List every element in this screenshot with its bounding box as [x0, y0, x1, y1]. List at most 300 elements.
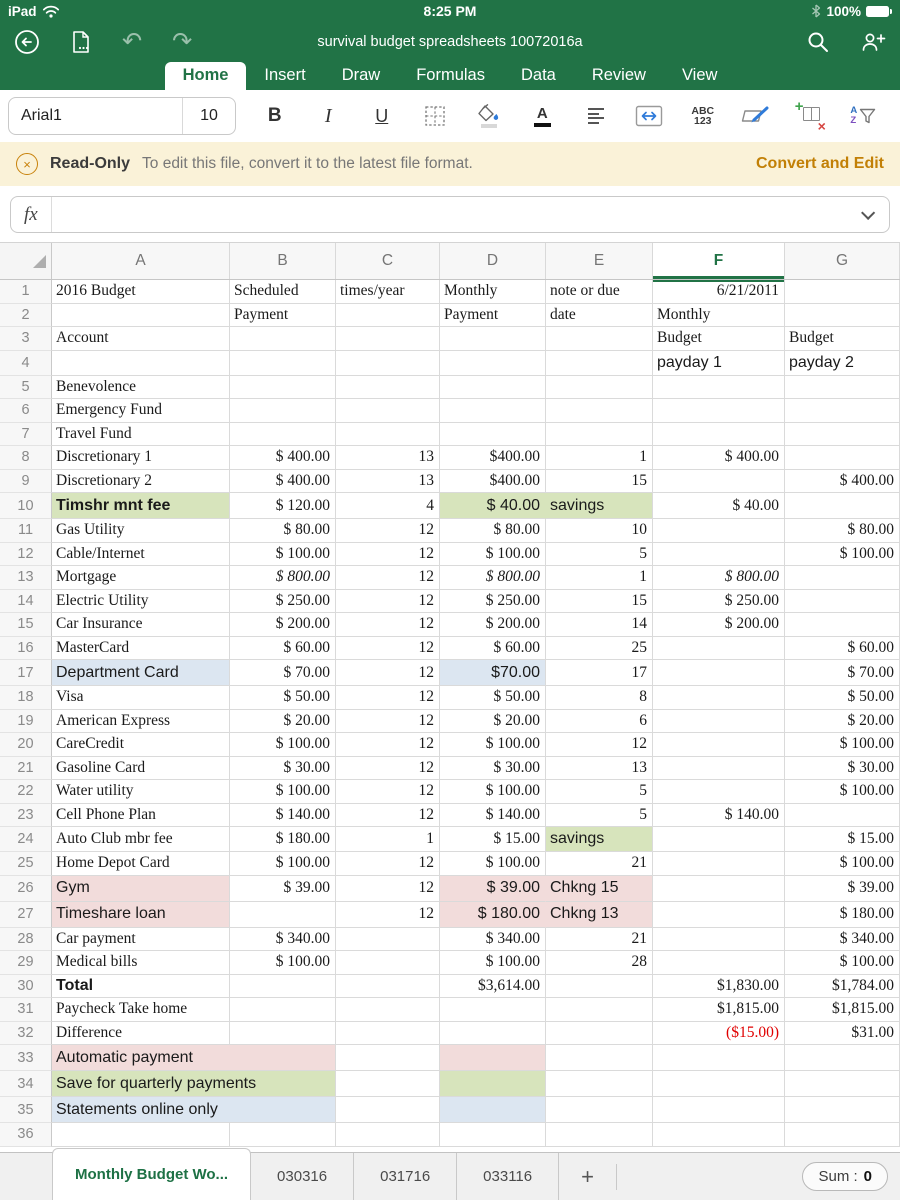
- cell-E33[interactable]: [546, 1045, 653, 1071]
- borders-button[interactable]: [409, 94, 463, 138]
- cell-E13[interactable]: 1: [546, 566, 653, 590]
- font-name-field[interactable]: Arial1: [9, 98, 183, 134]
- cell-D6[interactable]: [440, 399, 546, 423]
- cell-B24[interactable]: $ 180.00: [230, 827, 336, 852]
- cell-D12[interactable]: $ 100.00: [440, 543, 546, 567]
- cell-F7[interactable]: [653, 423, 785, 447]
- italic-button[interactable]: I: [324, 104, 332, 127]
- cell-C33[interactable]: [336, 1045, 440, 1071]
- cell-G15[interactable]: [785, 613, 900, 637]
- cell-F13[interactable]: $ 800.00: [653, 566, 785, 590]
- cell-A24[interactable]: Auto Club mbr fee: [52, 827, 230, 852]
- cell-E19[interactable]: 6: [546, 710, 653, 734]
- cell-B32[interactable]: [230, 1022, 336, 1046]
- cell-C25[interactable]: 12: [336, 852, 440, 876]
- col-header-F[interactable]: F: [653, 243, 785, 279]
- cell-F29[interactable]: [653, 951, 785, 975]
- cell-D19[interactable]: $ 20.00: [440, 710, 546, 734]
- cell-F3[interactable]: Budget: [653, 327, 785, 351]
- cell-E26[interactable]: Chkng 15: [546, 876, 653, 902]
- number-format-button[interactable]: ABC 123: [691, 104, 715, 127]
- cell-B14[interactable]: $ 250.00: [230, 590, 336, 614]
- cell-A1[interactable]: 2016 Budget: [52, 280, 230, 304]
- cell-E36[interactable]: [546, 1123, 653, 1147]
- cell-B20[interactable]: $ 100.00: [230, 733, 336, 757]
- cell-B29[interactable]: $ 100.00: [230, 951, 336, 975]
- cell-A10[interactable]: Timshr mnt fee: [52, 493, 230, 519]
- row-header-14[interactable]: 14: [0, 590, 52, 614]
- insert-delete-cells-button[interactable]: + ×: [794, 98, 826, 134]
- cell-C18[interactable]: 12: [336, 686, 440, 710]
- cell-G7[interactable]: [785, 423, 900, 447]
- cell-F2[interactable]: Monthly: [653, 304, 785, 328]
- fill-color-button[interactable]: [462, 94, 516, 138]
- row-header-33[interactable]: 33: [0, 1045, 52, 1071]
- cell-C34[interactable]: [336, 1071, 440, 1097]
- cell-D13[interactable]: $ 800.00: [440, 566, 546, 590]
- cell-D18[interactable]: $ 50.00: [440, 686, 546, 710]
- tab-home[interactable]: Home: [165, 62, 247, 90]
- cell-D27[interactable]: $ 180.00: [440, 902, 546, 928]
- cell-F15[interactable]: $ 200.00: [653, 613, 785, 637]
- cell-F25[interactable]: [653, 852, 785, 876]
- cell-A22[interactable]: Water utility: [52, 780, 230, 804]
- row-header-25[interactable]: 25: [0, 852, 52, 876]
- cell-G28[interactable]: $ 340.00: [785, 928, 900, 952]
- cell-A16[interactable]: MasterCard: [52, 637, 230, 661]
- cell-E9[interactable]: 15: [546, 470, 653, 494]
- cell-B17[interactable]: $ 70.00: [230, 660, 336, 686]
- cell-D20[interactable]: $ 100.00: [440, 733, 546, 757]
- cell-F28[interactable]: [653, 928, 785, 952]
- cell-C17[interactable]: 12: [336, 660, 440, 686]
- cell-B22[interactable]: $ 100.00: [230, 780, 336, 804]
- cell-E4[interactable]: [546, 351, 653, 376]
- cell-C27[interactable]: 12: [336, 902, 440, 928]
- cell-E22[interactable]: 5: [546, 780, 653, 804]
- tab-draw[interactable]: Draw: [341, 65, 381, 84]
- cell-A9[interactable]: Discretionary 2: [52, 470, 230, 494]
- cell-A28[interactable]: Car payment: [52, 928, 230, 952]
- cell-F26[interactable]: [653, 876, 785, 902]
- cell-C26[interactable]: 12: [336, 876, 440, 902]
- cell-E18[interactable]: 8: [546, 686, 653, 710]
- cell-D25[interactable]: $ 100.00: [440, 852, 546, 876]
- sheet-tab-031716[interactable]: 031716: [354, 1153, 457, 1200]
- cell-G14[interactable]: [785, 590, 900, 614]
- cell-E27[interactable]: Chkng 13: [546, 902, 653, 928]
- underline-button[interactable]: U: [375, 105, 389, 126]
- cell-F36[interactable]: [653, 1123, 785, 1147]
- cell-G29[interactable]: $ 100.00: [785, 951, 900, 975]
- cell-G18[interactable]: $ 50.00: [785, 686, 900, 710]
- cell-G21[interactable]: $ 30.00: [785, 757, 900, 781]
- cell-F21[interactable]: [653, 757, 785, 781]
- row-header-23[interactable]: 23: [0, 804, 52, 828]
- cell-E34[interactable]: [546, 1071, 653, 1097]
- sum-indicator[interactable]: [802, 1162, 888, 1191]
- cell-C3[interactable]: [336, 327, 440, 351]
- cell-E14[interactable]: 15: [546, 590, 653, 614]
- cell-F27[interactable]: [653, 902, 785, 928]
- cell-A6[interactable]: Emergency Fund: [52, 399, 230, 423]
- cell-D33[interactable]: [440, 1045, 546, 1071]
- cell-F17[interactable]: [653, 660, 785, 686]
- cell-E11[interactable]: 10: [546, 519, 653, 543]
- row-header-1[interactable]: 1: [0, 280, 52, 304]
- cell-C20[interactable]: 12: [336, 733, 440, 757]
- cell-G6[interactable]: [785, 399, 900, 423]
- cell-B18[interactable]: $ 50.00: [230, 686, 336, 710]
- cell-D10[interactable]: $ 40.00: [440, 493, 546, 519]
- row-header-20[interactable]: 20: [0, 733, 52, 757]
- cell-E30[interactable]: [546, 975, 653, 999]
- cell-E21[interactable]: 13: [546, 757, 653, 781]
- cell-A26[interactable]: Gym: [52, 876, 230, 902]
- cell-A15[interactable]: Car Insurance: [52, 613, 230, 637]
- sort-filter-button[interactable]: A Z: [837, 94, 891, 138]
- cell-C11[interactable]: 12: [336, 519, 440, 543]
- cell-A27[interactable]: Timeshare loan: [52, 902, 230, 928]
- cell-D24[interactable]: $ 15.00: [440, 827, 546, 852]
- cell-C4[interactable]: [336, 351, 440, 376]
- cell-F16[interactable]: [653, 637, 785, 661]
- cell-B9[interactable]: $ 400.00: [230, 470, 336, 494]
- col-header-E[interactable]: E: [546, 243, 653, 279]
- tab-data[interactable]: Data: [520, 65, 556, 84]
- row-header-13[interactable]: 13: [0, 566, 52, 590]
- cell-A35[interactable]: Statements online only: [52, 1097, 336, 1123]
- cell-C23[interactable]: 12: [336, 804, 440, 828]
- cell-F14[interactable]: $ 250.00: [653, 590, 785, 614]
- cell-E24[interactable]: savings: [546, 827, 653, 852]
- cell-C6[interactable]: [336, 399, 440, 423]
- cell-B23[interactable]: $ 140.00: [230, 804, 336, 828]
- sheet-tab-monthly-budget-wo[interactable]: Monthly Budget Wo...: [52, 1148, 251, 1200]
- row-header-7[interactable]: 7: [0, 423, 52, 447]
- row-header-2[interactable]: 2: [0, 304, 52, 328]
- cell-C9[interactable]: 13: [336, 470, 440, 494]
- cell-B21[interactable]: $ 30.00: [230, 757, 336, 781]
- cell-A17[interactable]: Department Card: [52, 660, 230, 686]
- cell-A2[interactable]: [52, 304, 230, 328]
- cell-A34[interactable]: Save for quarterly payments: [52, 1071, 336, 1097]
- cell-D8[interactable]: $400.00: [440, 446, 546, 470]
- row-header-29[interactable]: 29: [0, 951, 52, 975]
- cell-A32[interactable]: Difference: [52, 1022, 230, 1046]
- cell-B11[interactable]: $ 80.00: [230, 519, 336, 543]
- cell-A19[interactable]: American Express: [52, 710, 230, 734]
- cell-F19[interactable]: [653, 710, 785, 734]
- cell-D31[interactable]: [440, 998, 546, 1022]
- cell-E3[interactable]: [546, 327, 653, 351]
- cell-G22[interactable]: $ 100.00: [785, 780, 900, 804]
- cell-styles-button[interactable]: [730, 94, 784, 138]
- cell-F34[interactable]: [653, 1071, 785, 1097]
- cell-D32[interactable]: [440, 1022, 546, 1046]
- cell-G23[interactable]: [785, 804, 900, 828]
- cell-C15[interactable]: 12: [336, 613, 440, 637]
- cell-G34[interactable]: [785, 1071, 900, 1097]
- cell-G3[interactable]: Budget: [785, 327, 900, 351]
- cell-D23[interactable]: $ 140.00: [440, 804, 546, 828]
- cell-D21[interactable]: $ 30.00: [440, 757, 546, 781]
- convert-and-edit-link[interactable]: Convert and Edit: [755, 155, 884, 172]
- cell-C32[interactable]: [336, 1022, 440, 1046]
- cell-F12[interactable]: [653, 543, 785, 567]
- cell-E20[interactable]: 12: [546, 733, 653, 757]
- cell-B7[interactable]: [230, 423, 336, 447]
- cell-G31[interactable]: $1,815.00: [785, 998, 900, 1022]
- cell-C31[interactable]: [336, 998, 440, 1022]
- cell-E12[interactable]: 5: [546, 543, 653, 567]
- cell-D30[interactable]: $3,614.00: [440, 975, 546, 999]
- cell-A14[interactable]: Electric Utility: [52, 590, 230, 614]
- cell-G30[interactable]: $1,784.00: [785, 975, 900, 999]
- cell-G19[interactable]: $ 20.00: [785, 710, 900, 734]
- cell-D29[interactable]: $ 100.00: [440, 951, 546, 975]
- row-header-3[interactable]: 3: [0, 327, 52, 351]
- row-header-17[interactable]: 17: [0, 660, 52, 686]
- cell-G25[interactable]: $ 100.00: [785, 852, 900, 876]
- select-all-corner[interactable]: [0, 243, 52, 279]
- cell-G13[interactable]: [785, 566, 900, 590]
- cell-D22[interactable]: $ 100.00: [440, 780, 546, 804]
- row-header-22[interactable]: 22: [0, 780, 52, 804]
- row-header-12[interactable]: 12: [0, 543, 52, 567]
- cell-G11[interactable]: $ 80.00: [785, 519, 900, 543]
- row-header-10[interactable]: 10: [0, 493, 52, 519]
- cell-G4[interactable]: payday 2: [785, 351, 900, 376]
- alignment-button[interactable]: [569, 94, 623, 138]
- cell-E17[interactable]: 17: [546, 660, 653, 686]
- cell-C35[interactable]: [336, 1097, 440, 1123]
- cell-B10[interactable]: $ 120.00: [230, 493, 336, 519]
- cell-B26[interactable]: $ 39.00: [230, 876, 336, 902]
- cell-F33[interactable]: [653, 1045, 785, 1071]
- cell-D28[interactable]: $ 340.00: [440, 928, 546, 952]
- row-header-31[interactable]: 31: [0, 998, 52, 1022]
- cell-G9[interactable]: $ 400.00: [785, 470, 900, 494]
- cell-D26[interactable]: $ 39.00: [440, 876, 546, 902]
- col-header-D[interactable]: D: [440, 243, 546, 279]
- cell-E7[interactable]: [546, 423, 653, 447]
- cell-A5[interactable]: Benevolence: [52, 376, 230, 400]
- cell-F30[interactable]: $1,830.00: [653, 975, 785, 999]
- cell-C5[interactable]: [336, 376, 440, 400]
- cell-D1[interactable]: Monthly: [440, 280, 546, 304]
- cell-B12[interactable]: $ 100.00: [230, 543, 336, 567]
- tab-view[interactable]: View: [681, 65, 718, 84]
- cell-G17[interactable]: $ 70.00: [785, 660, 900, 686]
- cell-E16[interactable]: 25: [546, 637, 653, 661]
- cell-C24[interactable]: 1: [336, 827, 440, 852]
- row-header-4[interactable]: 4: [0, 351, 52, 376]
- row-header-36[interactable]: 36: [0, 1123, 52, 1147]
- file-menu-button[interactable]: [70, 30, 92, 54]
- cell-A29[interactable]: Medical bills: [52, 951, 230, 975]
- cell-A25[interactable]: Home Depot Card: [52, 852, 230, 876]
- cell-A18[interactable]: Visa: [52, 686, 230, 710]
- cell-E35[interactable]: [546, 1097, 653, 1123]
- add-sheet-button[interactable]: +: [559, 1164, 617, 1190]
- cell-E25[interactable]: 21: [546, 852, 653, 876]
- font-color-button[interactable]: A: [516, 94, 570, 138]
- cell-A4[interactable]: [52, 351, 230, 376]
- cell-B8[interactable]: $ 400.00: [230, 446, 336, 470]
- cell-D15[interactable]: $ 200.00: [440, 613, 546, 637]
- cell-D14[interactable]: $ 250.00: [440, 590, 546, 614]
- cell-B1[interactable]: Scheduled: [230, 280, 336, 304]
- row-header-18[interactable]: 18: [0, 686, 52, 710]
- row-header-28[interactable]: 28: [0, 928, 52, 952]
- cell-D2[interactable]: Payment: [440, 304, 546, 328]
- cell-A8[interactable]: Discretionary 1: [52, 446, 230, 470]
- sheet-tab-033116[interactable]: 033116: [457, 1153, 559, 1200]
- cell-E28[interactable]: 21: [546, 928, 653, 952]
- row-header-16[interactable]: 16: [0, 637, 52, 661]
- cell-B27[interactable]: [230, 902, 336, 928]
- cell-C7[interactable]: [336, 423, 440, 447]
- cell-C16[interactable]: 12: [336, 637, 440, 661]
- cell-A12[interactable]: Cable/Internet: [52, 543, 230, 567]
- cell-G36[interactable]: [785, 1123, 900, 1147]
- cell-C36[interactable]: [336, 1123, 440, 1147]
- cell-E5[interactable]: [546, 376, 653, 400]
- cell-G16[interactable]: $ 60.00: [785, 637, 900, 661]
- cell-B6[interactable]: [230, 399, 336, 423]
- cell-A31[interactable]: Paycheck Take home: [52, 998, 230, 1022]
- cell-A23[interactable]: Cell Phone Plan: [52, 804, 230, 828]
- cell-G1[interactable]: [785, 280, 900, 304]
- cell-C2[interactable]: [336, 304, 440, 328]
- row-header-15[interactable]: 15: [0, 613, 52, 637]
- merge-cells-button[interactable]: [623, 94, 677, 138]
- cell-D5[interactable]: [440, 376, 546, 400]
- cell-G2[interactable]: [785, 304, 900, 328]
- cell-C30[interactable]: [336, 975, 440, 999]
- cell-F6[interactable]: [653, 399, 785, 423]
- cell-G27[interactable]: $ 180.00: [785, 902, 900, 928]
- cell-D16[interactable]: $ 60.00: [440, 637, 546, 661]
- sheet-tab-030316[interactable]: 030316: [251, 1153, 354, 1200]
- row-header-19[interactable]: 19: [0, 710, 52, 734]
- cell-B5[interactable]: [230, 376, 336, 400]
- cell-B31[interactable]: [230, 998, 336, 1022]
- cell-A33[interactable]: Automatic payment: [52, 1045, 336, 1071]
- bold-button[interactable]: B: [267, 105, 282, 126]
- row-header-11[interactable]: 11: [0, 519, 52, 543]
- cell-D7[interactable]: [440, 423, 546, 447]
- tab-review[interactable]: Review: [591, 65, 646, 84]
- cell-D17[interactable]: $70.00: [440, 660, 546, 686]
- cell-A7[interactable]: Travel Fund: [52, 423, 230, 447]
- cell-F24[interactable]: [653, 827, 785, 852]
- row-header-30[interactable]: 30: [0, 975, 52, 999]
- cell-F18[interactable]: [653, 686, 785, 710]
- cell-F31[interactable]: $1,815.00: [653, 998, 785, 1022]
- cell-A13[interactable]: Mortgage: [52, 566, 230, 590]
- tab-formulas[interactable]: Formulas: [416, 65, 485, 84]
- cell-D3[interactable]: [440, 327, 546, 351]
- cell-F10[interactable]: $ 40.00: [653, 493, 785, 519]
- tab-insert[interactable]: Insert: [264, 65, 306, 84]
- cell-D9[interactable]: $400.00: [440, 470, 546, 494]
- cell-F23[interactable]: $ 140.00: [653, 804, 785, 828]
- cell-E31[interactable]: [546, 998, 653, 1022]
- row-header-9[interactable]: 9: [0, 470, 52, 494]
- formula-expand-chevron-icon[interactable]: [861, 205, 875, 219]
- row-header-8[interactable]: 8: [0, 446, 52, 470]
- cell-G24[interactable]: $ 15.00: [785, 827, 900, 852]
- cell-G33[interactable]: [785, 1045, 900, 1071]
- cell-C19[interactable]: 12: [336, 710, 440, 734]
- row-header-32[interactable]: 32: [0, 1022, 52, 1046]
- cell-F1[interactable]: 6/21/2011: [653, 280, 785, 304]
- cell-D35[interactable]: [440, 1097, 546, 1123]
- cell-A36[interactable]: [52, 1123, 230, 1147]
- cell-C8[interactable]: 13: [336, 446, 440, 470]
- row-header-26[interactable]: 26: [0, 876, 52, 902]
- cell-G5[interactable]: [785, 376, 900, 400]
- cell-A30[interactable]: Total: [52, 975, 230, 999]
- cell-G8[interactable]: [785, 446, 900, 470]
- cell-F32[interactable]: ($15.00): [653, 1022, 785, 1046]
- cell-B15[interactable]: $ 200.00: [230, 613, 336, 637]
- cell-B4[interactable]: [230, 351, 336, 376]
- row-header-34[interactable]: 34: [0, 1071, 52, 1097]
- cell-G26[interactable]: $ 39.00: [785, 876, 900, 902]
- cell-A21[interactable]: Gasoline Card: [52, 757, 230, 781]
- back-button[interactable]: [14, 29, 40, 55]
- undo-button[interactable]: ↶: [122, 28, 143, 55]
- cell-B19[interactable]: $ 20.00: [230, 710, 336, 734]
- cell-B36[interactable]: [230, 1123, 336, 1147]
- cell-D4[interactable]: [440, 351, 546, 376]
- cell-E23[interactable]: 5: [546, 804, 653, 828]
- cell-E32[interactable]: [546, 1022, 653, 1046]
- cell-G20[interactable]: $ 100.00: [785, 733, 900, 757]
- cell-G35[interactable]: [785, 1097, 900, 1123]
- cell-F5[interactable]: [653, 376, 785, 400]
- cell-D36[interactable]: [440, 1123, 546, 1147]
- cell-F9[interactable]: [653, 470, 785, 494]
- col-header-B[interactable]: B: [230, 243, 336, 279]
- search-icon[interactable]: [806, 30, 830, 54]
- cell-C21[interactable]: 12: [336, 757, 440, 781]
- row-header-21[interactable]: 21: [0, 757, 52, 781]
- add-people-icon[interactable]: [860, 30, 886, 54]
- cell-F22[interactable]: [653, 780, 785, 804]
- cell-E10[interactable]: savings: [546, 493, 653, 519]
- row-header-6[interactable]: 6: [0, 399, 52, 423]
- cell-G10[interactable]: [785, 493, 900, 519]
- redo-button[interactable]: ↷: [172, 28, 193, 55]
- cell-B3[interactable]: [230, 327, 336, 351]
- cell-B2[interactable]: Payment: [230, 304, 336, 328]
- cell-A20[interactable]: CareCredit: [52, 733, 230, 757]
- cell-E15[interactable]: 14: [546, 613, 653, 637]
- cell-F11[interactable]: [653, 519, 785, 543]
- cell-E1[interactable]: note or due: [546, 280, 653, 304]
- cell-B30[interactable]: [230, 975, 336, 999]
- cell-C12[interactable]: 12: [336, 543, 440, 567]
- cell-F35[interactable]: [653, 1097, 785, 1123]
- col-header-A[interactable]: A: [52, 243, 230, 279]
- row-header-27[interactable]: 27: [0, 902, 52, 928]
- cell-A3[interactable]: Account: [52, 327, 230, 351]
- cell-B25[interactable]: $ 100.00: [230, 852, 336, 876]
